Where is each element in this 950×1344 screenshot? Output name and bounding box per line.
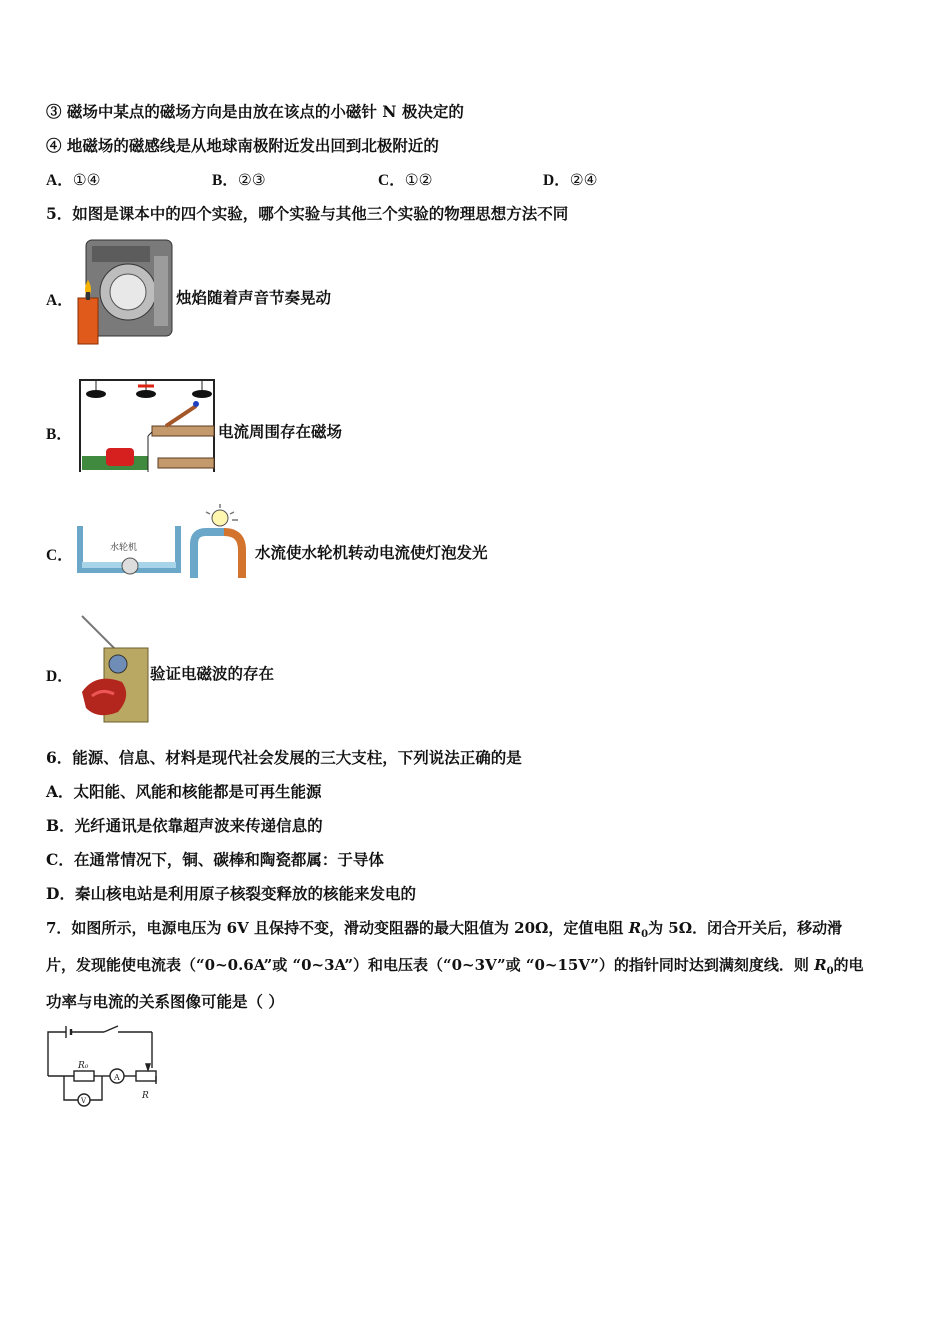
q4-option-a: A．①④	[46, 171, 101, 189]
voltmeter-label: V	[81, 1097, 87, 1105]
q5-option-a-caption: 烛焰随着声音节奏晃动	[176, 288, 332, 307]
q6-stem: 6．能源、信息、材料是现代社会发展的三大支柱，下列说法正确的是	[46, 748, 522, 767]
r0-label: R₀	[78, 1061, 89, 1071]
q4-option-c: C．①②	[378, 171, 433, 189]
q6-option-b: B．光纤通讯是依靠超声波来传递信息的	[46, 816, 323, 835]
q4-option-b: B．②③	[212, 171, 266, 189]
rheostat-label: R	[142, 1091, 149, 1101]
q5-option-c-letter: C．	[46, 547, 73, 564]
q5-option-c-caption: 水流使水轮机转动电流使灯泡发光	[255, 543, 488, 562]
q4-option-d: D．②④	[543, 171, 598, 189]
ammeter-label: A	[114, 1073, 120, 1082]
water-wheel-bulb-figure	[74, 502, 254, 580]
q6-option-a: A．太阳能、风能和核能都是可再生能源	[46, 782, 322, 801]
q6-option-d: D．秦山核电站是利用原子核裂变释放的核能来发电的	[46, 884, 416, 903]
q7-stem-line-1: 7．如图所示，电源电压为 6V 且保持不变，滑动变阻器的最大阻值为 20Ω，定值电阻 $R_0$为 5Ω．闭合开关后，移动滑	[46, 919, 843, 940]
water-wheel-label: 水轮机	[110, 543, 138, 553]
q5-option-a-letter: A．	[46, 292, 73, 309]
speaker-candle-figure	[72, 236, 176, 348]
current-magnetic-field-figure	[76, 372, 218, 478]
q4-item-4: ④ 地磁场的磁感线是从地球南极附近发出回到北极附近的	[46, 136, 439, 155]
q5-stem: 5．如图是课本中的四个实验，哪个实验与其他三个实验的物理思想方法不同	[46, 204, 569, 223]
q5-option-d-caption: 验证电磁波的存在	[150, 664, 275, 683]
radio-figure	[78, 612, 150, 724]
q7-stem-line-3: 功率与电流的关系图像可能是（ ）	[46, 992, 284, 1011]
q5-option-b-letter: B．	[46, 426, 72, 443]
q6-option-c: C．在通常情况下，铜、碳棒和陶瓷都属：于导体	[46, 850, 384, 869]
q7-stem-line-2: 片，发现能使电流表（“0~0.6A”或 “0~3A”）和电压表（“0~3V”或 “0~15V”）的指针同时达到满刻度线．则 $R_0$的电	[46, 956, 864, 977]
q5-option-d-letter: D．	[46, 668, 73, 685]
circuit-diagram	[44, 1024, 162, 1112]
q4-item-3: ③ 磁场中某点的磁场方向是由放在该点的小磁针 N 极决定的	[46, 102, 464, 121]
q5-option-b-caption: 电流周围存在磁场	[218, 422, 343, 441]
